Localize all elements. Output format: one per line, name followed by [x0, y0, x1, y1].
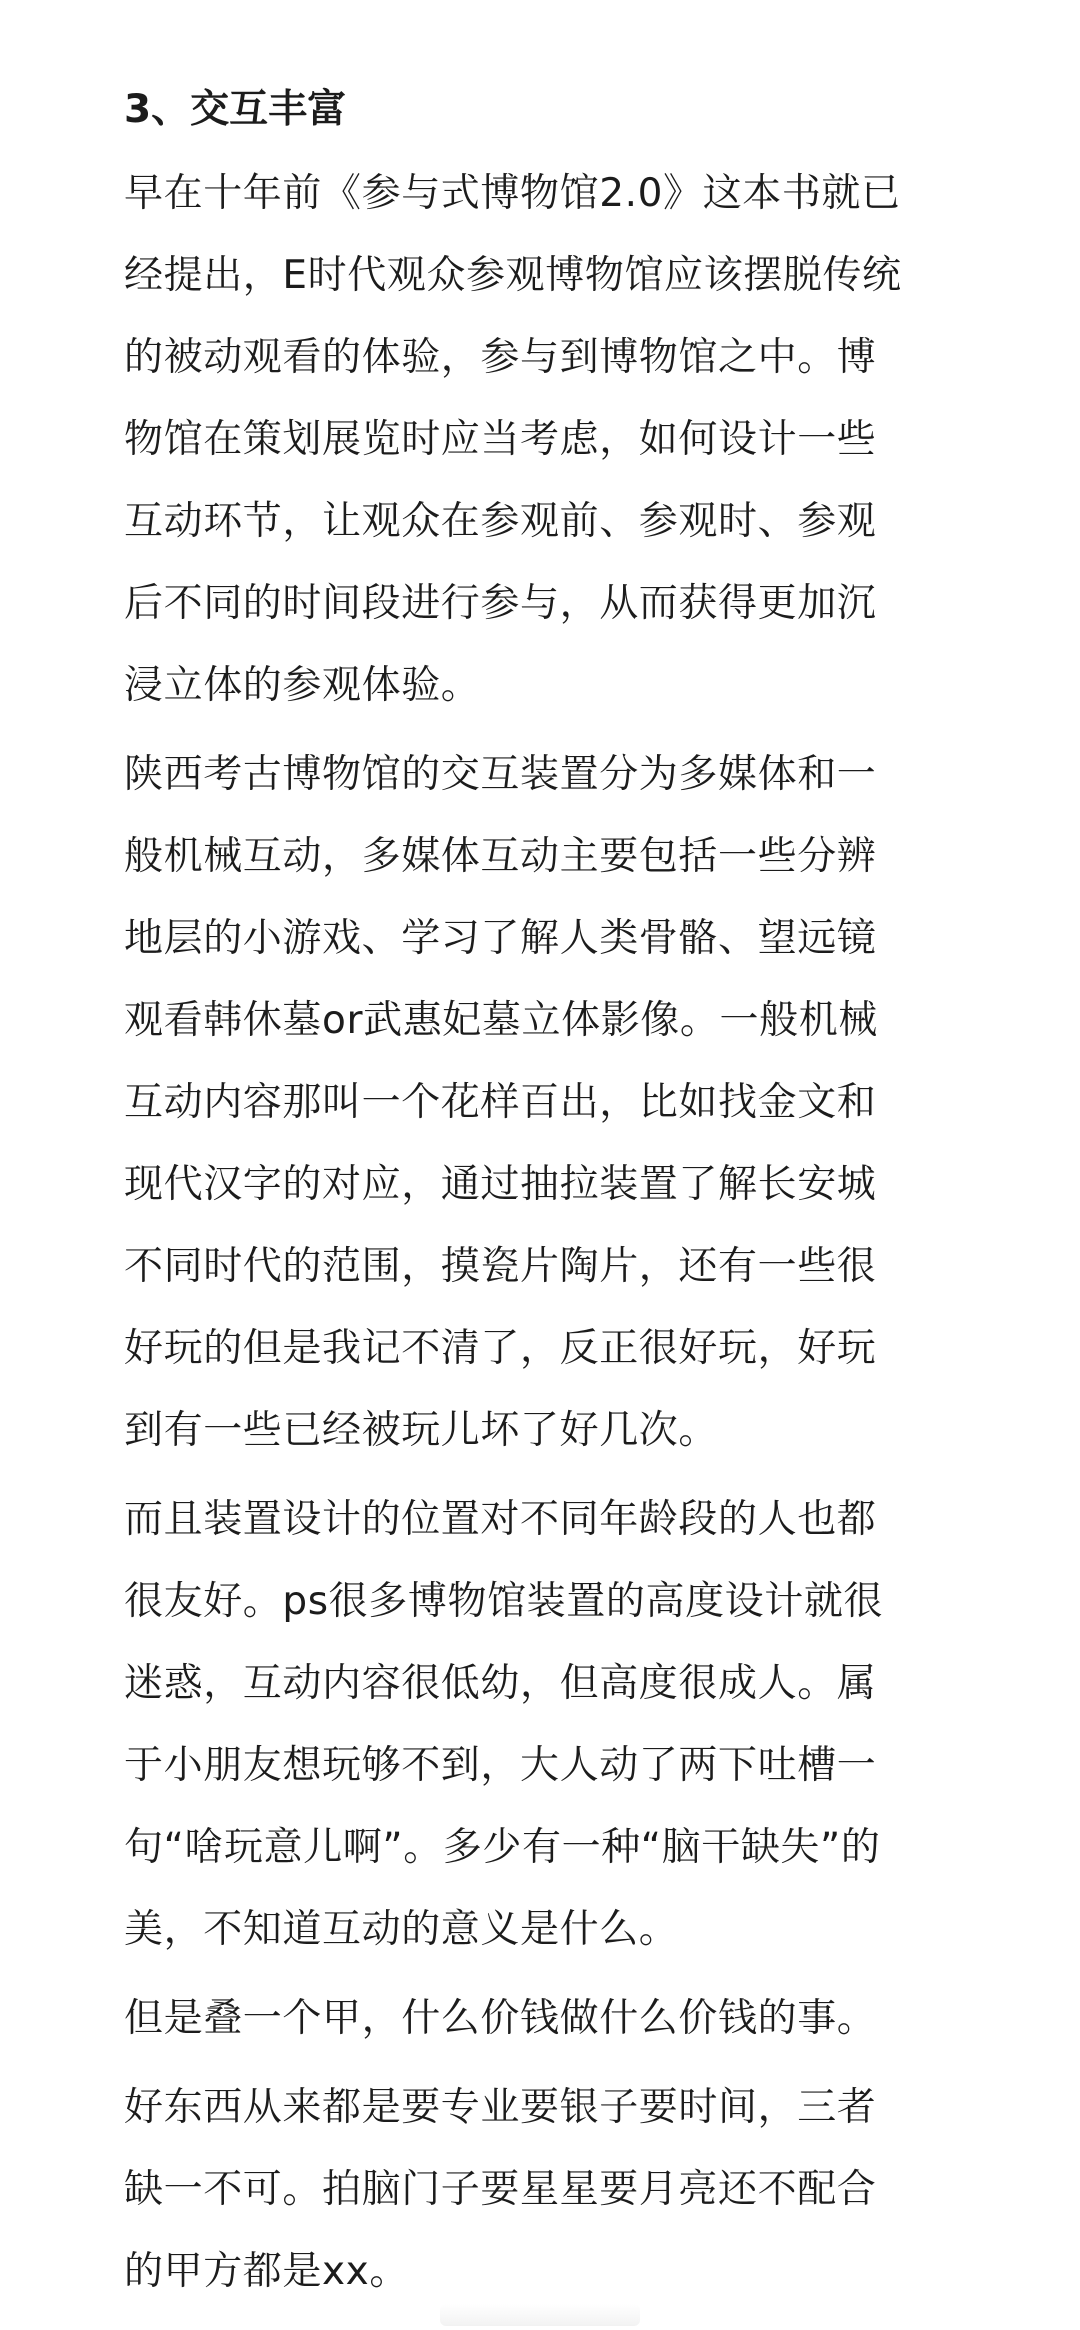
paragraph-line: 而且装置设计的位置对不同年龄段的人也都 [124, 1497, 877, 1542]
paragraph-device-height [124, 1479, 974, 1971]
paragraph-line: 互动环节，让观众在参观前、参观时、参观 [124, 499, 877, 544]
paragraph-line: 好玩的但是我记不清了，反正很好玩，好玩 [124, 1326, 877, 1371]
faded-watermark [440, 2304, 640, 2326]
section-heading: 3、交互丰富 [124, 87, 347, 132]
paragraph-line: 于小朋友想玩够不到，大人动了两下吐槽一 [124, 1743, 877, 1788]
paragraph-conclusion [124, 2067, 974, 2313]
paragraph-line: 的被动观看的体验，参与到博物馆之中。博 [124, 335, 877, 380]
paragraph-line: 经提出，E时代观众参观博物馆应该摆脱传统 [124, 253, 902, 298]
paragraph-line: 般机械互动，多媒体互动主要包括一些分辨 [124, 834, 877, 879]
paragraph-interactive-devices [124, 734, 974, 1472]
paragraph-line: 现代汉字的对应，通过抽拉装置了解长安城 [124, 1162, 877, 1207]
paragraph-line: 观看韩休墓or武惠妃墓立体影像。一般机械 [124, 998, 878, 1043]
paragraph-line: 不同时代的范围，摸瓷片陶片，还有一些很 [124, 1244, 877, 1289]
paragraph-line: 缺一不可。拍脑门子要星星要月亮还不配合 [124, 2167, 877, 2212]
paragraph-line: 迷惑，互动内容很低幼，但高度很成人。属 [124, 1661, 877, 1706]
paragraph-line: 但是叠一个甲，什么价钱做什么价钱的事。 [124, 1996, 877, 2041]
paragraph-participatory-museum [124, 153, 974, 727]
paragraph-disclaimer [124, 1978, 974, 2060]
article-body [124, 70, 974, 2320]
paragraph-line: 物馆在策划展览时应当考虑，如何设计一些 [124, 417, 877, 462]
paragraph-line: 后不同的时间段进行参与，从而获得更加沉 [124, 581, 877, 626]
paragraph-line: 陕西考古博物馆的交互装置分为多媒体和一 [124, 752, 877, 797]
paragraph-line: 很友好。ps很多博物馆装置的高度设计就很 [124, 1579, 884, 1624]
paragraph-line: 好东西从来都是要专业要银子要时间，三者 [124, 2085, 877, 2130]
paragraph-line: 到有一些已经被玩儿坏了好几次。 [124, 1408, 719, 1453]
paragraph-line: 浸立体的参观体验。 [124, 663, 481, 708]
paragraph-line: 早在十年前《参与式博物馆2.0》这本书就已 [124, 171, 901, 216]
paragraph-line: 互动内容那叫一个花样百出，比如找金文和 [124, 1080, 877, 1125]
paragraph-line: 的甲方都是xx。 [124, 2249, 409, 2294]
paragraph-line: 句“啥玩意儿啊”。多少有一种“脑干缺失”的 [124, 1825, 881, 1870]
paragraph-line: 地层的小游戏、学习了解人类骨骼、望远镜 [124, 916, 877, 961]
paragraph-line: 美，不知道互动的意义是什么。 [124, 1907, 679, 1952]
